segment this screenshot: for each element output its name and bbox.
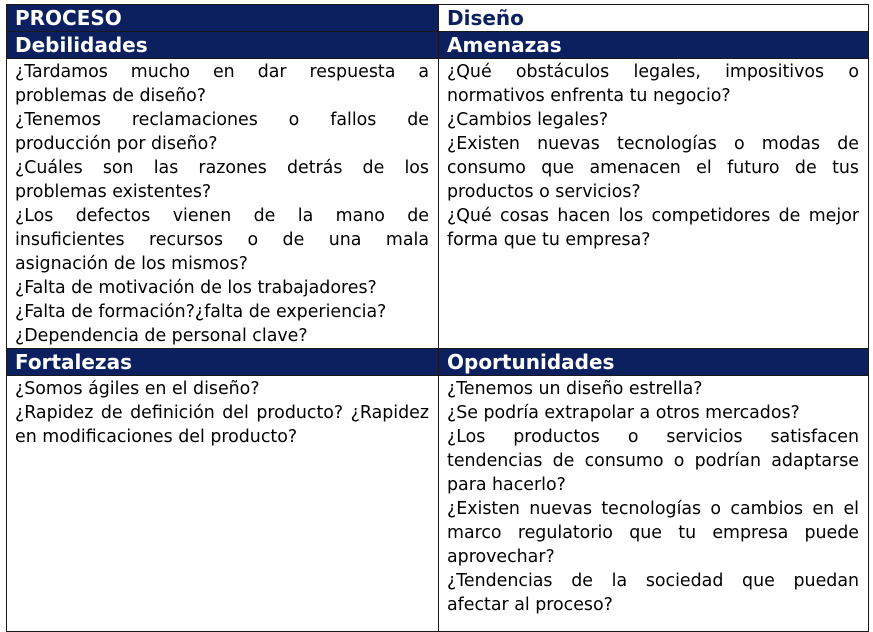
threat-item: ¿Qué cosas hacen los competidores de mejor forma que tu empresa? — [447, 206, 859, 250]
weakness-item: ¿Tardamos mucho en dar respuesta a problemas de diseño? — [15, 62, 429, 106]
header-row-top — [7, 32, 869, 59]
opportunity-item: ¿Los productos o servicios satisfacen tendencias de consumo o podrían adaptarse para hacerlo? — [447, 427, 859, 495]
opportunity-item: ¿Tendencias de la sociedad que puedan afectar al proceso? — [447, 571, 859, 615]
opportunity-item: ¿Tenemos un diseño estrella? — [447, 379, 703, 399]
header-row-bottom — [7, 349, 869, 376]
strengths-heading: Fortalezas — [7, 349, 439, 376]
opportunity-item: ¿Se podría extrapolar a otros mercados? — [447, 403, 800, 423]
weakness-item: ¿Falta de formación?¿falta de experiencia? — [15, 302, 387, 322]
weakness-item: ¿Cuáles son las razones detrás de los problemas existentes? — [15, 158, 429, 202]
weakness-item: ¿Tenemos reclamaciones o fallos de producción por diseño? — [15, 110, 429, 154]
strength-item: ¿Somos ágiles en el diseño? — [15, 379, 260, 399]
weaknesses-cell — [7, 59, 439, 349]
threats-cell — [439, 59, 869, 349]
weakness-item: ¿Falta de motivación de los trabajadores? — [15, 278, 377, 298]
opportunity-item: ¿Existen nuevas tecnologías o cambios en el marco regulatorio que tu empresa puede aprovechar? — [447, 499, 859, 567]
weaknesses-heading: Debilidades — [7, 32, 439, 59]
threat-item: ¿Cambios legales? — [447, 110, 609, 130]
process-value: Diseño — [439, 5, 869, 32]
content-row-top — [7, 59, 869, 349]
weakness-item: ¿Los defectos vienen de la mano de insuficientes recursos o de una mala asignación de los mismos? — [15, 206, 429, 274]
strengths-cell — [7, 376, 439, 632]
process-row — [7, 5, 869, 32]
opportunities-cell — [439, 376, 869, 632]
swot-table — [6, 4, 869, 632]
opportunities-heading: Oportunidades — [439, 349, 869, 376]
content-row-bottom — [7, 376, 869, 632]
process-label: PROCESO — [7, 5, 439, 32]
threat-item: ¿Qué obstáculos legales, impositivos o normativos enfrenta tu negocio? — [447, 62, 859, 106]
threat-item: ¿Existen nuevas tecnologías o modas de consumo que amenacen el futuro de tus productos o servicios? — [447, 134, 859, 202]
strength-item: ¿Rapidez de definición del producto? ¿Rapidez en modificaciones del producto? — [15, 403, 429, 447]
threats-heading: Amenazas — [439, 32, 869, 59]
weakness-item: ¿Dependencia de personal clave? — [15, 326, 308, 346]
